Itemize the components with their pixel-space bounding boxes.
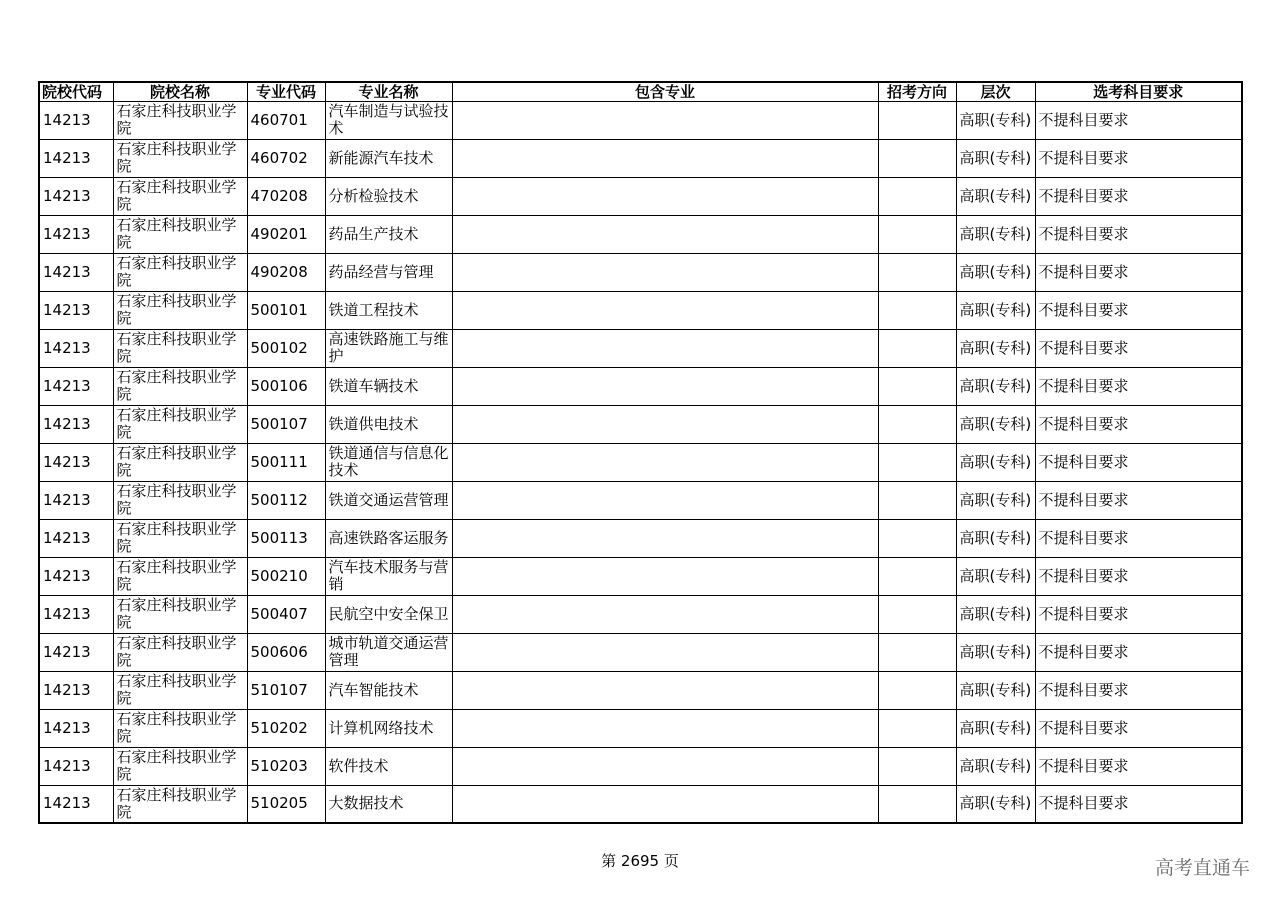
cell-major-name: 铁道通信与信息化技术 [325, 443, 452, 481]
cell-major-name: 汽车智能技术 [325, 671, 452, 709]
cell-level: 高职(专科) [956, 139, 1035, 177]
cell-direction [878, 747, 956, 785]
cell-school-code: 14213 [39, 709, 113, 747]
table-row [39, 177, 1242, 215]
page-number: 第 2695 页 [601, 852, 679, 870]
cell-subject-requirement: 不提科目要求 [1035, 633, 1242, 671]
cell-included-majors [452, 595, 878, 633]
cell-subject-requirement: 不提科目要求 [1035, 177, 1242, 215]
table-row [39, 329, 1242, 367]
cell-major-name: 软件技术 [325, 747, 452, 785]
cell-included-majors [452, 139, 878, 177]
cell-school-name: 石家庄科技职业学院 [113, 747, 247, 785]
header-subject-requirement: 选考科目要求 [1035, 82, 1242, 101]
cell-major-code: 510202 [247, 709, 325, 747]
cell-school-name: 石家庄科技职业学院 [113, 785, 247, 823]
table-row [39, 709, 1242, 747]
cell-major-code: 500407 [247, 595, 325, 633]
header-school-name: 院校名称 [113, 82, 247, 101]
cell-major-code: 490208 [247, 253, 325, 291]
cell-school-name: 石家庄科技职业学院 [113, 557, 247, 595]
cell-major-name: 高速铁路施工与维护 [325, 329, 452, 367]
cell-level: 高职(专科) [956, 595, 1035, 633]
cell-included-majors [452, 329, 878, 367]
cell-subject-requirement: 不提科目要求 [1035, 671, 1242, 709]
cell-major-code: 500210 [247, 557, 325, 595]
cell-school-code: 14213 [39, 671, 113, 709]
cell-subject-requirement: 不提科目要求 [1035, 747, 1242, 785]
cell-major-name: 计算机网络技术 [325, 709, 452, 747]
cell-direction [878, 595, 956, 633]
cell-direction [878, 139, 956, 177]
cell-school-code: 14213 [39, 747, 113, 785]
cell-level: 高职(专科) [956, 405, 1035, 443]
cell-major-code: 500112 [247, 481, 325, 519]
cell-direction [878, 709, 956, 747]
cell-subject-requirement: 不提科目要求 [1035, 519, 1242, 557]
cell-subject-requirement: 不提科目要求 [1035, 709, 1242, 747]
cell-major-code: 500113 [247, 519, 325, 557]
cell-school-code: 14213 [39, 519, 113, 557]
cell-school-name: 石家庄科技职业学院 [113, 519, 247, 557]
cell-school-code: 14213 [39, 443, 113, 481]
cell-school-code: 14213 [39, 367, 113, 405]
cell-level: 高职(专科) [956, 215, 1035, 253]
cell-school-code: 14213 [39, 101, 113, 139]
cell-level: 高职(专科) [956, 671, 1035, 709]
cell-direction [878, 633, 956, 671]
cell-major-code: 500101 [247, 291, 325, 329]
cell-major-name: 药品生产技术 [325, 215, 452, 253]
cell-direction [878, 291, 956, 329]
cell-school-name: 石家庄科技职业学院 [113, 367, 247, 405]
cell-level: 高职(专科) [956, 633, 1035, 671]
cell-major-code: 500111 [247, 443, 325, 481]
cell-school-code: 14213 [39, 177, 113, 215]
table-row [39, 139, 1242, 177]
cell-major-code: 510107 [247, 671, 325, 709]
header-level: 层次 [956, 82, 1035, 101]
table-row [39, 101, 1242, 139]
cell-level: 高职(专科) [956, 253, 1035, 291]
header-school-code: 院校代码 [39, 82, 113, 101]
cell-school-name: 石家庄科技职业学院 [113, 215, 247, 253]
table-row [39, 291, 1242, 329]
cell-subject-requirement: 不提科目要求 [1035, 481, 1242, 519]
cell-school-name: 石家庄科技职业学院 [113, 329, 247, 367]
table-row [39, 253, 1242, 291]
cell-school-name: 石家庄科技职业学院 [113, 671, 247, 709]
cell-major-code: 500106 [247, 367, 325, 405]
cell-major-code: 500102 [247, 329, 325, 367]
cell-included-majors [452, 785, 878, 823]
cell-included-majors [452, 747, 878, 785]
table-row [39, 215, 1242, 253]
cell-subject-requirement: 不提科目要求 [1035, 329, 1242, 367]
cell-major-code: 510203 [247, 747, 325, 785]
cell-major-code: 510205 [247, 785, 325, 823]
cell-level: 高职(专科) [956, 177, 1035, 215]
cell-direction [878, 519, 956, 557]
cell-school-name: 石家庄科技职业学院 [113, 595, 247, 633]
cell-major-name: 铁道交通运营管理 [325, 481, 452, 519]
cell-direction [878, 405, 956, 443]
header-included-majors: 包含专业 [452, 82, 878, 101]
cell-direction [878, 443, 956, 481]
cell-direction [878, 215, 956, 253]
cell-direction [878, 177, 956, 215]
cell-major-code: 500107 [247, 405, 325, 443]
cell-subject-requirement: 不提科目要求 [1035, 785, 1242, 823]
cell-direction [878, 785, 956, 823]
cell-subject-requirement: 不提科目要求 [1035, 557, 1242, 595]
cell-major-name: 民航空中安全保卫 [325, 595, 452, 633]
cell-direction [878, 481, 956, 519]
table-row [39, 367, 1242, 405]
table-row [39, 747, 1242, 785]
cell-major-name: 城市轨道交通运营管理 [325, 633, 452, 671]
cell-level: 高职(专科) [956, 443, 1035, 481]
cell-included-majors [452, 291, 878, 329]
cell-school-name: 石家庄科技职业学院 [113, 443, 247, 481]
header-major-name: 专业名称 [325, 82, 452, 101]
table-row [39, 785, 1242, 823]
cell-subject-requirement: 不提科目要求 [1035, 291, 1242, 329]
table-row [39, 633, 1242, 671]
table-row [39, 481, 1242, 519]
cell-major-code: 500606 [247, 633, 325, 671]
cell-major-name: 铁道供电技术 [325, 405, 452, 443]
cell-school-name: 石家庄科技职业学院 [113, 101, 247, 139]
cell-level: 高职(专科) [956, 329, 1035, 367]
cell-school-name: 石家庄科技职业学院 [113, 481, 247, 519]
table-row [39, 557, 1242, 595]
cell-direction [878, 557, 956, 595]
cell-level: 高职(专科) [956, 101, 1035, 139]
cell-level: 高职(专科) [956, 709, 1035, 747]
cell-subject-requirement: 不提科目要求 [1035, 101, 1242, 139]
cell-included-majors [452, 709, 878, 747]
cell-subject-requirement: 不提科目要求 [1035, 253, 1242, 291]
cell-major-name: 汽车制造与试验技术 [325, 101, 452, 139]
cell-included-majors [452, 443, 878, 481]
cell-level: 高职(专科) [956, 519, 1035, 557]
cell-school-code: 14213 [39, 633, 113, 671]
cell-subject-requirement: 不提科目要求 [1035, 443, 1242, 481]
table-body [39, 101, 1242, 823]
cell-major-code: 470208 [247, 177, 325, 215]
cell-major-name: 新能源汽车技术 [325, 139, 452, 177]
cell-included-majors [452, 101, 878, 139]
cell-included-majors [452, 481, 878, 519]
admissions-table [38, 81, 1243, 824]
cell-direction [878, 101, 956, 139]
cell-included-majors [452, 519, 878, 557]
cell-school-code: 14213 [39, 405, 113, 443]
cell-subject-requirement: 不提科目要求 [1035, 405, 1242, 443]
cell-subject-requirement: 不提科目要求 [1035, 367, 1242, 405]
header-major-code: 专业代码 [247, 82, 325, 101]
cell-school-code: 14213 [39, 557, 113, 595]
cell-major-code: 460702 [247, 139, 325, 177]
cell-included-majors [452, 633, 878, 671]
cell-direction [878, 671, 956, 709]
cell-subject-requirement: 不提科目要求 [1035, 595, 1242, 633]
cell-level: 高职(专科) [956, 557, 1035, 595]
cell-direction [878, 253, 956, 291]
cell-level: 高职(专科) [956, 367, 1035, 405]
header-direction: 招考方向 [878, 82, 956, 101]
cell-major-code: 490201 [247, 215, 325, 253]
cell-major-name: 铁道工程技术 [325, 291, 452, 329]
cell-subject-requirement: 不提科目要求 [1035, 139, 1242, 177]
cell-included-majors [452, 405, 878, 443]
cell-school-code: 14213 [39, 595, 113, 633]
cell-level: 高职(专科) [956, 481, 1035, 519]
cell-included-majors [452, 215, 878, 253]
cell-school-name: 石家庄科技职业学院 [113, 709, 247, 747]
cell-school-code: 14213 [39, 215, 113, 253]
cell-school-name: 石家庄科技职业学院 [113, 253, 247, 291]
cell-major-name: 汽车技术服务与营销 [325, 557, 452, 595]
cell-school-code: 14213 [39, 291, 113, 329]
cell-school-code: 14213 [39, 481, 113, 519]
cell-major-code: 460701 [247, 101, 325, 139]
cell-school-name: 石家庄科技职业学院 [113, 177, 247, 215]
cell-school-code: 14213 [39, 785, 113, 823]
cell-included-majors [452, 177, 878, 215]
cell-school-name: 石家庄科技职业学院 [113, 633, 247, 671]
watermark: 高考直通车 [1154, 857, 1250, 879]
cell-major-name: 药品经营与管理 [325, 253, 452, 291]
cell-school-name: 石家庄科技职业学院 [113, 291, 247, 329]
cell-school-code: 14213 [39, 139, 113, 177]
cell-level: 高职(专科) [956, 291, 1035, 329]
table-row [39, 595, 1242, 633]
table-header [39, 82, 1242, 101]
cell-included-majors [452, 253, 878, 291]
cell-included-majors [452, 671, 878, 709]
table-row [39, 519, 1242, 557]
cell-subject-requirement: 不提科目要求 [1035, 215, 1242, 253]
cell-direction [878, 367, 956, 405]
cell-school-name: 石家庄科技职业学院 [113, 405, 247, 443]
cell-included-majors [452, 367, 878, 405]
cell-major-name: 高速铁路客运服务 [325, 519, 452, 557]
cell-direction [878, 329, 956, 367]
cell-major-name: 分析检验技术 [325, 177, 452, 215]
table-row [39, 443, 1242, 481]
table-row [39, 671, 1242, 709]
cell-level: 高职(专科) [956, 785, 1035, 823]
cell-school-name: 石家庄科技职业学院 [113, 139, 247, 177]
header-row [39, 82, 1242, 101]
cell-major-name: 铁道车辆技术 [325, 367, 452, 405]
cell-school-code: 14213 [39, 329, 113, 367]
cell-school-code: 14213 [39, 253, 113, 291]
table-row [39, 405, 1242, 443]
cell-level: 高职(专科) [956, 747, 1035, 785]
cell-included-majors [452, 557, 878, 595]
cell-major-name: 大数据技术 [325, 785, 452, 823]
